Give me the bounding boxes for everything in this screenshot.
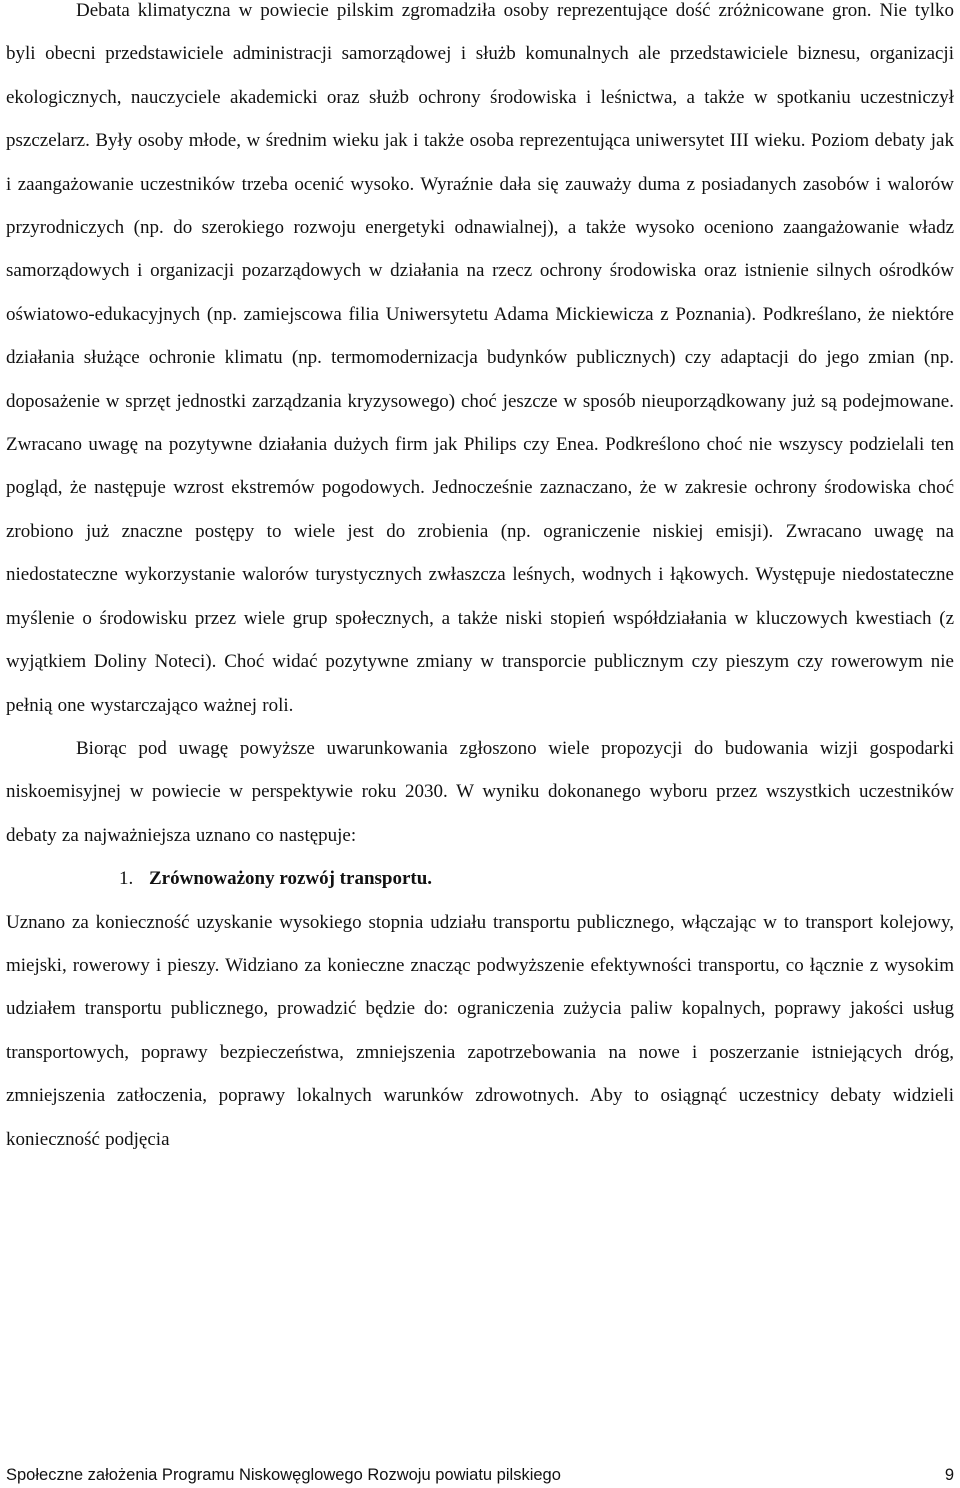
list-item-title: Zrównoważony rozwój transportu. (149, 868, 433, 890)
footer-title: Społeczne założenia Programu Niskowęglowego Rozwoju powiatu pilskiego (6, 1466, 561, 1484)
list-item-number: 1. (119, 868, 134, 890)
paragraph-debate-summary: Debata klimatyczna w powiecie pilskim zgromadziła osoby reprezentujące dość zróżnicowane gron. Nie tylko byli obecni przedstawiciele administracji samorządowej i służb komunalnych ale przedstawiciele biznesu, organizacji ekologicznych, nauczyciele akademicki oraz służb ochrony środowiska i leśnictwa, a także w spotkaniu uczestniczył pszczelarz. Były osoby młode, w średnim wieku jak i także osoba reprezentująca uniwersytet III wieku. Poziom debaty jak i zaangażowanie uczestników trzeba ocenić wysoko. Wyraźnie dała się zauważy duma z posiadanych zasobów i walorów przyrodniczych (np. do szerokiego rozwoju energetyki odnawialnej), a także wysoko oceniono zaangażowanie władz samorządowych i organizacji pozarządowych w działania na rzecz ochrony środowiska oraz istnienie silnych ośrodków oświatowo-edukacyjnych (np. zamiejscowa filia Uniwersytetu Adama Mickiewicza z Poznania). Podkreślano, że niektóre działania służące ochronie klimatu (np. termomodernizacja budynków publicznych) czy adaptacji do jego zmian (np. doposażenie w sprzęt jednostki zarządzania kryzysowego) choć jeszcze w sposób nieuporządkowany już są podejmowane. Zwracano uwagę na pozytywne działania dużych firm jak Philips czy Enea. Podkreślono choć nie wszyscy podzielali ten pogląd, że następuje wzrost ekstremów pogodowych. Jednocześnie zaznaczano, że w zakresie ochrony środowiska choć zrobiono już znaczne postępy to wiele jest do zrobienia (np. ograniczenie niskiej emisji). Zwracano uwagę na niedostateczne wykorzystanie walorów turystycznych zwłaszcza leśnych, wodnych i łąkowych. Występuje niedostateczne myślenie o środowisku przez wiele grup społecznych, a także niski stopień współdziałania w kluczowych kwestiach (z wyjątkiem Doliny Noteci). Choć widać pozytywne zmiany w transporcie publicznym czy pieszym czy rowerowym nie pełnią one wystarczająco ważnej roli. (6, 0, 954, 716)
list-item-transport (6, 857, 954, 900)
paragraph-proposals-intro: Biorąc pod uwagę powyższe uwarunkowania zgłoszono wiele propozycji do budowania wizji gospodarki niskoemisyjnej w powiecie w perspektywie roku 2030. W wyniku dokonanego wyboru przez wszystkich uczestników debaty za najważniejsza uznano co następuje: (6, 737, 954, 846)
paragraph-transport: Uznano za konieczność uzyskanie wysokiego stopnia udziału transportu publicznego, włączając w to transport kolejowy, miejski, rowerowy i pieszy. Widziano za konieczne znacząc podwyższenie efektywności transportu, co łącznie z wysokim udziałem transportu publicznego, prowadzić będzie do: ograniczenia zużycia paliw kopalnych, poprawy jakości usług transportowych, poprawy bezpieczeństwa, zmniejszenia zapotrzebowania na nowe i poszerzanie istniejących dróg, zmniejszenia zatłoczenia, poprawy lokalnych warunków zdrowotnych. Aby to osiągnąć uczestnicy debaty widzieli konieczność podjęcia (6, 911, 954, 1150)
page-footer (6, 1464, 954, 1486)
page-number: 9 (944, 1466, 954, 1484)
document-page (6, 0, 954, 1161)
